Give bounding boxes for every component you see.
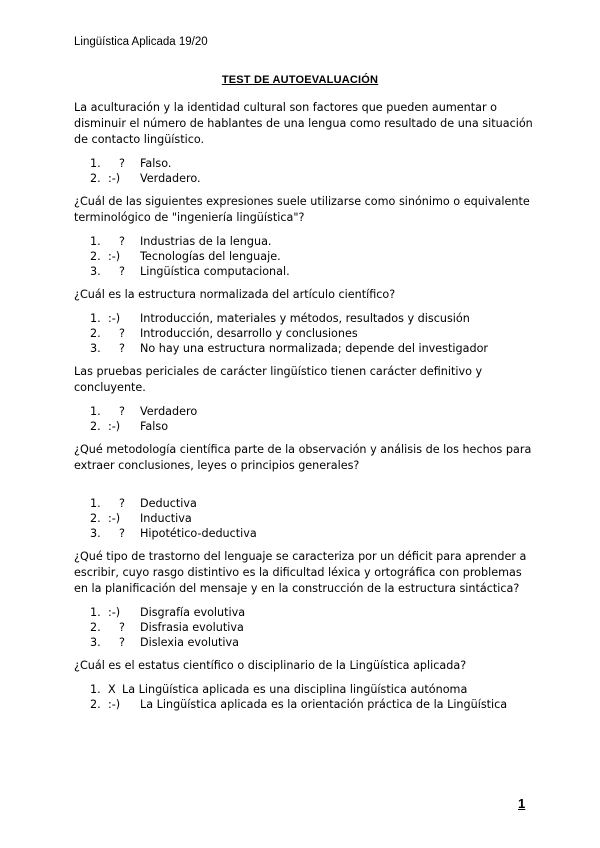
option-label: Disfrasia evolutiva <box>140 621 244 634</box>
answer-options <box>74 682 534 712</box>
answer-options <box>74 234 534 279</box>
option-number: 1. <box>90 235 101 248</box>
option-number: 3. <box>90 265 101 278</box>
question-list <box>74 100 534 720</box>
option-number: 2. <box>90 621 101 634</box>
option-number: 2. <box>90 250 101 263</box>
answer-option <box>74 419 534 434</box>
question-text: ¿Cuál es la estructura normalizada del artículo científico? <box>74 288 396 301</box>
option-label: Introducción, materiales y métodos, resultados y discusión <box>140 312 470 325</box>
answer-option <box>74 496 534 511</box>
option-label: Industrias de la lengua. <box>140 235 272 248</box>
answer-option <box>74 249 534 264</box>
answer-option <box>74 341 534 356</box>
option-label: No hay una estructura normalizada; depende del investigador <box>140 342 489 355</box>
option-label: Verdadero <box>140 405 198 418</box>
answer-option <box>74 635 534 650</box>
correct-mark-icon: :-) <box>108 512 121 525</box>
answer-option <box>74 326 534 341</box>
option-number: 1. <box>90 683 101 696</box>
option-number: 1. <box>90 606 101 619</box>
unknown-mark-icon: ? <box>119 405 125 418</box>
option-number: 2. <box>90 420 101 433</box>
question-text: La aculturación y la identidad cultural son factores que pueden aumentar o disminuir el número de hablantes de una lengua como resultado de una situación de contacto lingüístico. <box>74 101 533 146</box>
unknown-mark-icon: ? <box>119 527 125 540</box>
unknown-mark-icon: ? <box>119 327 125 340</box>
answer-option <box>74 605 534 620</box>
option-label: Deductiva <box>140 497 197 510</box>
answer-options <box>74 156 534 186</box>
option-number: 2. <box>90 698 101 711</box>
option-label: Dislexia evolutiva <box>140 636 240 649</box>
option-label: Lingüística computacional. <box>140 265 290 278</box>
option-label: Hipotético-deductiva <box>140 527 257 540</box>
answer-option <box>74 682 534 697</box>
question-text: ¿Cuál es el estatus científico o disciplinario de la Lingüística aplicada? <box>74 659 467 672</box>
question-block <box>74 100 534 186</box>
page-title: TEST DE AUTOEVALUACIÓN <box>221 74 379 86</box>
option-number: 1. <box>90 157 101 170</box>
question-text: Las pruebas periciales de carácter lingüístico tienen carácter definitivo y concluyente. <box>74 365 483 394</box>
unknown-mark-icon: ? <box>119 497 125 510</box>
option-number: 1. <box>90 405 101 418</box>
option-label: La Lingüística aplicada es una disciplina lingüística autónoma <box>122 683 468 696</box>
option-number: 1. <box>90 312 101 325</box>
answer-option <box>74 526 534 541</box>
option-number: 1. <box>90 497 101 510</box>
option-label: Tecnologías del lenguaje. <box>140 250 281 263</box>
correct-mark-icon: :-) <box>108 606 121 619</box>
option-label: Verdadero. <box>140 172 201 185</box>
question-block <box>74 194 534 279</box>
correct-mark-icon: :-) <box>108 172 121 185</box>
option-number: 3. <box>90 636 101 649</box>
option-number: 2. <box>90 512 101 525</box>
option-number: 3. <box>90 342 101 355</box>
question-text: ¿Qué metodología científica parte de la observación y análisis de los hechos para extraer conclusiones, leyes o principios generales? <box>74 443 532 472</box>
answer-option <box>74 697 534 712</box>
answer-option <box>74 234 534 249</box>
question-block <box>74 442 534 541</box>
question-block <box>74 364 534 434</box>
option-label: Falso <box>140 420 169 433</box>
question-block <box>74 549 534 650</box>
running-header: Lingüística Aplicada 19/20 <box>74 36 208 48</box>
answer-option <box>74 264 534 279</box>
answer-option <box>74 156 534 171</box>
question-text: ¿Cuál de las siguientes expresiones suele utilizarse como sinónimo o equivalente terminológico de "ingeniería lingüística"? <box>74 195 530 224</box>
correct-mark-icon: :-) <box>108 698 121 711</box>
correct-mark-icon: :-) <box>108 250 121 263</box>
answer-options <box>74 311 534 356</box>
question-block <box>74 287 534 356</box>
unknown-mark-icon: ? <box>119 636 125 649</box>
correct-mark-icon: :-) <box>108 420 121 433</box>
answer-option <box>74 404 534 419</box>
option-number: 3. <box>90 527 101 540</box>
correct-mark-icon: :-) <box>108 312 121 325</box>
option-number: 2. <box>90 327 101 340</box>
answer-options <box>74 404 534 434</box>
unknown-mark-icon: ? <box>119 157 125 170</box>
page-number: 1 <box>518 796 526 811</box>
option-label: Disgrafía evolutiva <box>140 606 246 619</box>
answer-option <box>74 511 534 526</box>
answer-option <box>74 311 534 326</box>
option-label: La Lingüística aplicada es la orientación práctica de la Lingüística <box>140 698 508 711</box>
answer-option <box>74 620 534 635</box>
unknown-mark-icon: ? <box>119 265 125 278</box>
option-label: Falso. <box>140 157 172 170</box>
question-block <box>74 658 534 712</box>
unknown-mark-icon: ? <box>119 342 125 355</box>
option-label: Introducción, desarrollo y conclusiones <box>140 327 358 340</box>
question-text: ¿Qué tipo de trastorno del lenguaje se caracteriza por un déficit para aprender a escribir, cuyo rasgo distintivo es la dificultad léxica y ortográfica con problemas en la planificación del mensaje y en la construcción de la estructura sintáctica? <box>74 550 527 595</box>
answer-options <box>74 496 534 541</box>
wrong-mark-icon: X <box>108 683 116 696</box>
option-number: 2. <box>90 172 101 185</box>
unknown-mark-icon: ? <box>119 235 125 248</box>
answer-options <box>74 605 534 650</box>
answer-option <box>74 171 534 186</box>
option-label: Inductiva <box>140 512 192 525</box>
unknown-mark-icon: ? <box>119 621 125 634</box>
